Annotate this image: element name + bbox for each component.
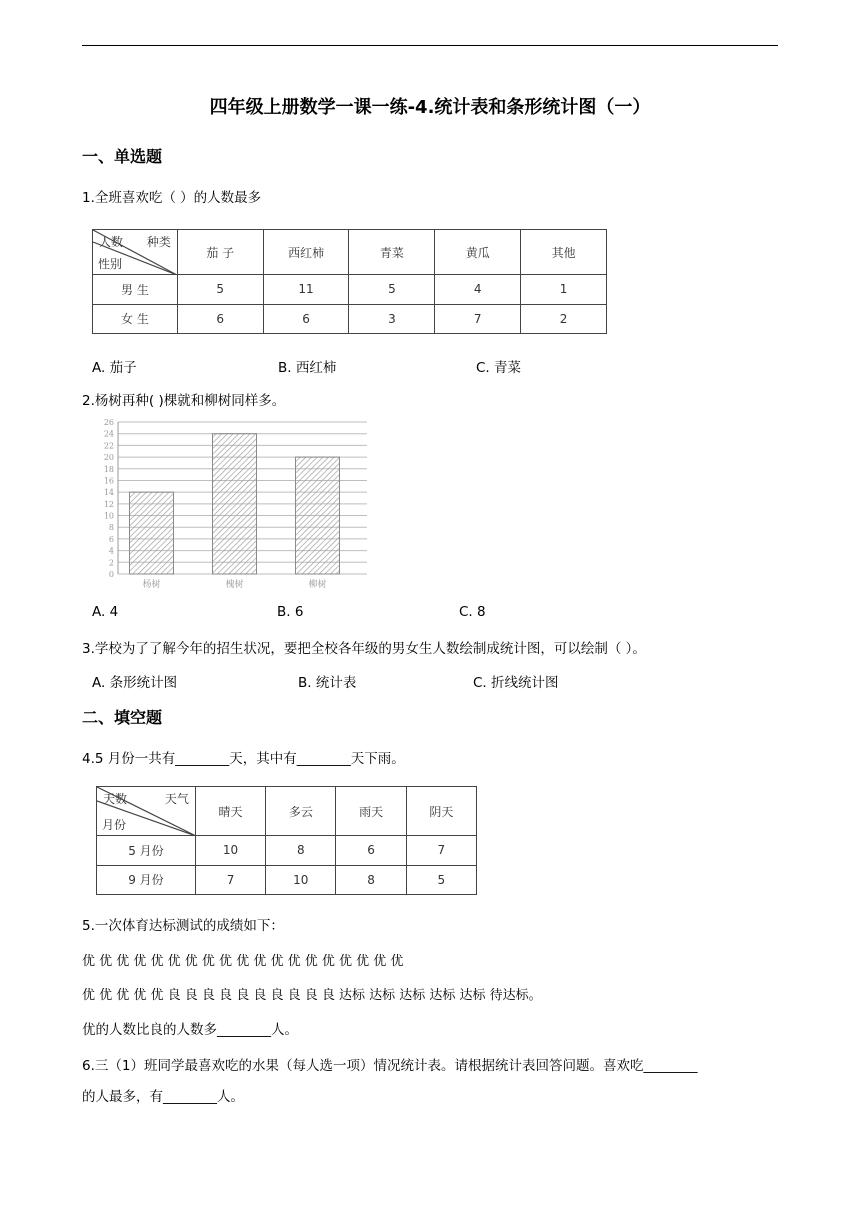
table-cell: 1 (521, 275, 607, 305)
table-cell: 5 (349, 275, 435, 305)
q2-option-b[interactable]: B. 6 (277, 604, 304, 620)
table-cell: 7 (406, 836, 476, 866)
table-cell: 7 (435, 304, 521, 334)
y-tick-label: 14 (103, 488, 114, 498)
table-row (97, 836, 477, 866)
q1-option-a[interactable]: A. 茄子 (92, 360, 137, 376)
y-tick-label: 22 (103, 441, 114, 451)
corner-label-top: 天气 (164, 792, 189, 806)
table-cell: 11 (263, 275, 349, 305)
table-cell: 6 (263, 304, 349, 334)
x-tick-label: 柳树 (308, 580, 327, 590)
question-2-text: 2.杨树再种( )棵就和柳树同样多。 (82, 393, 286, 409)
table-cell: 10 (195, 836, 265, 866)
question-5-text: 5.一次体育达标测试的成绩如下： (82, 918, 284, 934)
table-row (93, 275, 607, 305)
y-tick-label: 8 (108, 523, 114, 533)
bar (213, 434, 257, 574)
table-header: 其他 (521, 230, 607, 275)
y-tick-label: 18 (103, 464, 114, 474)
q2-option-a[interactable]: A. 4 (92, 604, 119, 620)
x-tick-label: 杨树 (142, 580, 161, 590)
q3-option-b[interactable]: B. 统计表 (298, 675, 357, 691)
table-cell: 8 (266, 836, 336, 866)
q2-option-c[interactable]: C. 8 (459, 604, 486, 620)
table-cell: 6 (336, 836, 406, 866)
y-tick-label: 16 (103, 476, 114, 486)
y-tick-label: 2 (108, 558, 114, 568)
table-cell: 5 (177, 275, 263, 305)
table-cell: 4 (435, 275, 521, 305)
table-cell: 8 (336, 865, 406, 895)
corner-label-mid: 天数 (103, 792, 128, 806)
y-tick-label: 4 (108, 546, 114, 556)
y-tick-label: 20 (103, 453, 114, 463)
corner-label-top: 种类 (146, 235, 171, 249)
question-4-text: 4.5 月份一共有________天，其中有________天下雨。 (82, 751, 405, 767)
row-label: 9 月份 (97, 865, 196, 895)
q3-option-c[interactable]: C. 折线统计图 (473, 675, 559, 691)
corner-label-bottom: 月份 (102, 818, 127, 832)
table-cell: 6 (177, 304, 263, 334)
table-row (93, 304, 607, 334)
bar (130, 492, 174, 574)
y-tick-label: 26 (103, 418, 114, 427)
q1-option-b[interactable]: B. 西红柿 (278, 360, 337, 376)
table-header: 西红柿 (263, 230, 349, 275)
question-1-text: 1.全班喜欢吃（ ）的人数最多 (82, 190, 262, 206)
table-header: 青菜 (349, 230, 435, 275)
section-heading-single-choice: 一、单选题 (82, 147, 163, 166)
table-header: 多云 (266, 787, 336, 836)
y-tick-label: 12 (103, 499, 114, 509)
y-tick-label: 0 (108, 570, 114, 579)
table-row (97, 865, 477, 895)
table-header: 黄瓜 (435, 230, 521, 275)
question-6-text-line-2: 的人最多，有________人。 (82, 1089, 244, 1105)
question-5-results-line-1: 优 优 优 优 优 优 优 优 优 优 优 优 优 优 优 优 优 优 优 (82, 954, 404, 969)
table-cell: 2 (521, 304, 607, 334)
question-5-results-line-2: 优 优 优 优 优 良 良 良 良 良 良 良 良 良 良 达标 达标 达标 达标 达标 待达标。 (82, 988, 542, 1003)
table-header: 阴天 (406, 787, 476, 836)
question-6-text-line-1: 6.三（1）班同学最喜欢吃的水果（每人选一项）情况统计表。请根据统计表回答问题。喜欢吃________ (82, 1058, 698, 1074)
y-tick-label: 24 (103, 429, 114, 439)
x-tick-label: 槐树 (225, 580, 244, 590)
table-header: 晴天 (195, 787, 265, 836)
y-tick-label: 6 (108, 534, 114, 544)
row-label: 女 生 (93, 304, 178, 334)
row-label: 5 月份 (97, 836, 196, 866)
question-5-prompt: 优的人数比良的人数多________人。 (82, 1022, 298, 1038)
corner-label-bottom: 性别 (98, 257, 123, 271)
header-rule (82, 45, 778, 46)
bar-chart (92, 416, 372, 594)
table-cell: 7 (195, 865, 265, 895)
table-cell: 10 (266, 865, 336, 895)
q3-option-a[interactable]: A. 条形统计图 (92, 675, 178, 691)
page-title: 四年级上册数学一课一练-4.统计表和条形统计图（一） (209, 97, 651, 118)
question-1-table (92, 229, 607, 334)
bar (296, 457, 340, 574)
table-cell: 3 (349, 304, 435, 334)
corner-label-mid: 人数 (99, 235, 124, 249)
q1-option-c[interactable]: C. 青菜 (476, 360, 522, 376)
section-heading-fill-blank: 二、填空题 (82, 708, 163, 727)
question-4-table (96, 786, 477, 895)
table-header: 茄 子 (177, 230, 263, 275)
y-tick-label: 10 (103, 511, 114, 521)
table-header: 雨天 (336, 787, 406, 836)
table-corner-cell (97, 787, 196, 836)
row-label: 男 生 (93, 275, 178, 305)
table-corner-cell (93, 230, 178, 275)
question-3-text: 3.学校为了了解今年的招生状况，要把全校各年级的男女生人数绘制成统计图，可以绘制（ ）。 (82, 641, 646, 657)
table-cell: 5 (406, 865, 476, 895)
